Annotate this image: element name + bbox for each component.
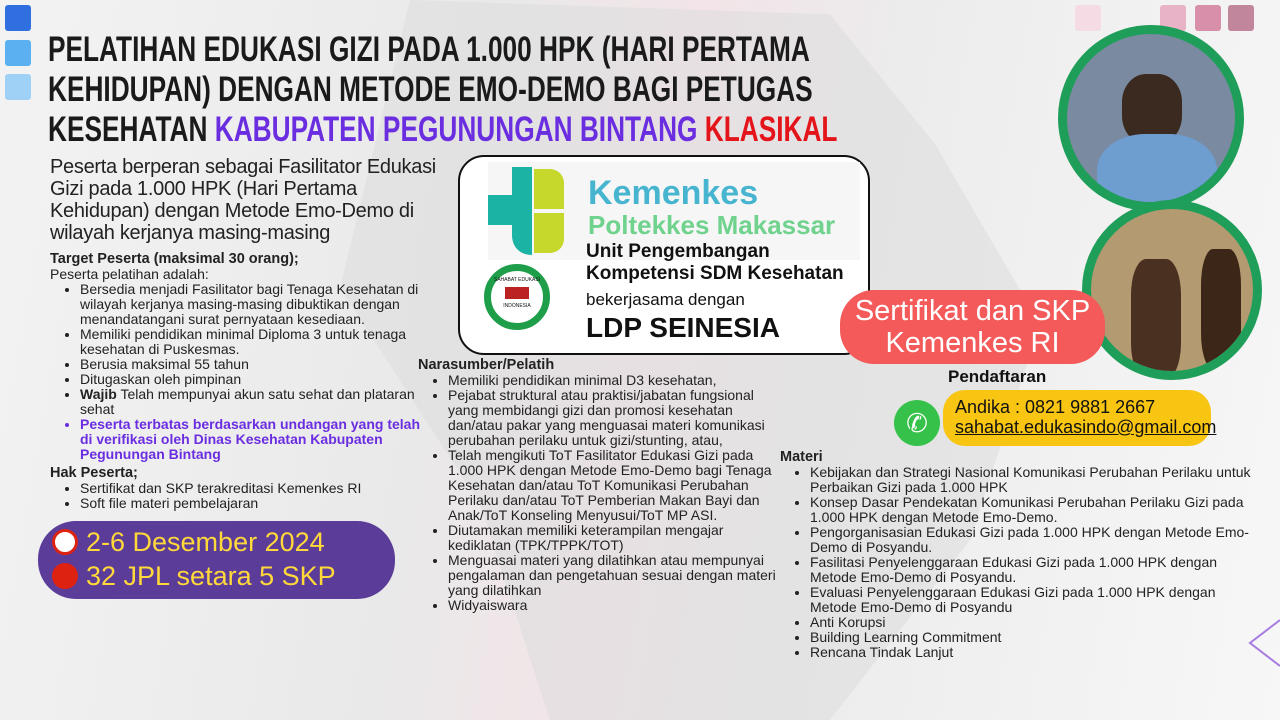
list-item: • Pejabat struktural atau praktisi/jabatan fungsional yang membidangi gizi dan promosi kesehatan dan/atau pakar yang menguasai materi komunikasi perubahan perilaku untuk gizi/stunting, atau, xyxy=(448,388,778,448)
decor-square xyxy=(1228,5,1254,31)
decor-square xyxy=(5,5,31,31)
health-worker-photo xyxy=(1058,25,1244,211)
certificate-badge xyxy=(840,290,1105,364)
list-item: • Building Learning Commitment xyxy=(810,630,1255,645)
materi-section xyxy=(780,450,1255,660)
contact-email[interactable]: sahabat.edukasindo@gmail.com xyxy=(955,417,1217,437)
decor-diamond xyxy=(1248,618,1280,668)
poltekkes-text: Poltekkes Makassar xyxy=(588,210,836,240)
list-item: • Berusia maksimal 55 tahun xyxy=(80,357,420,372)
ldp-text: LDP SEINESIA xyxy=(586,312,780,343)
alarm-clock-icon xyxy=(52,529,78,555)
partner-logo-box xyxy=(458,155,870,355)
page-title xyxy=(48,30,1038,150)
list-item: • Sertifikat dan SKP terakreditasi Kemenkes RI xyxy=(80,481,420,496)
cert-line: Kemenkes RI xyxy=(885,327,1060,359)
materi-heading: Materi xyxy=(780,449,823,465)
list-item: • Anti Korupsi xyxy=(810,615,1255,630)
left-column xyxy=(50,156,460,599)
title-line: KESEHATAN xyxy=(48,110,215,149)
title-line: PELATIHAN EDUKASI GIZI PADA 1.000 HPK (HARI PERTAMA xyxy=(48,30,810,69)
decor-square xyxy=(5,74,31,100)
seinesia-seal-logo xyxy=(484,264,550,330)
clock-icon xyxy=(52,563,78,589)
list-item: • Fasilitasi Penyelenggaraan Edukasi Gizi pada 1.000 HPK dengan Metode Emo-Demo di Posyandu. xyxy=(810,555,1255,585)
title-classical: KLASIKAL xyxy=(704,110,838,149)
list-item: • Konsep Dasar Pendekatan Komunikasi Perubahan Perilaku Gizi pada 1.000 HPK dengan Metode Emo-Demo. xyxy=(810,495,1255,525)
list-item: • Kebijakan dan Strategi Nasional Komunikasi Perubahan Perilaku untuk Perbaikan Gizi pada 1.000 HPK xyxy=(810,465,1255,495)
decor-square xyxy=(1075,5,1101,31)
list-item xyxy=(80,387,420,417)
narasumber-heading: Narasumber/Pelatih xyxy=(418,357,555,373)
list-item: • Menguasai materi yang dilatihkan atau mempunyai pengalaman dan pengetahuan sesuai dengan materi yang dilatihkan xyxy=(448,553,778,598)
wajib-label: Wajib xyxy=(80,386,117,402)
unit-text xyxy=(586,241,844,285)
unit-line: Kompetensi SDM Kesehatan xyxy=(586,263,844,284)
wajib-text: Telah mempunyai akun satu sehat dan plataran sehat xyxy=(80,386,415,417)
phone-icon: ✆ xyxy=(894,400,940,446)
intro-text: Peserta berperan sebagai Fasilitator Edukasi Gizi pada 1.000 HPK (Hari Pertama Kehidupan) dengan Metode Emo-Demo di wilayah kerjanya masing-masing xyxy=(50,156,436,244)
cert-line: Sertifikat dan SKP xyxy=(854,295,1091,327)
list-item: • Soft file materi pembelajaran xyxy=(80,496,420,511)
date-badge xyxy=(38,521,395,599)
decor-square xyxy=(1195,5,1221,31)
registration-heading: Pendaftaran xyxy=(948,367,1047,386)
list-item: • Pengorganisasian Edukasi Gizi pada 1.000 HPK dengan Metode Emo-Demo di Posyandu. xyxy=(810,525,1255,555)
kemenkes-logo-icon xyxy=(488,167,578,257)
papua-dancers-photo xyxy=(1082,200,1262,380)
list-item: • Memiliki pendidikan minimal D3 kesehatan, xyxy=(448,373,778,388)
kerjasama-text: bekerjasama dengan xyxy=(586,290,745,309)
jpl-text: 32 JPL setara 5 SKP xyxy=(86,561,336,591)
target-sub: Peserta pelatihan adalah: xyxy=(50,266,209,282)
list-item: • Telah mengikuti ToT Fasilitator Edukasi Gizi pada 1.000 HPK dengan Metode Emo-Demo bagi Tenaga Kesehatan dan/atau ToT Komunikasi Perubahan Perilaku dan/atau ToT Pemberian Makan Bayi dan Anak/ToT Konseling Menyusui/ToT MP ASI. xyxy=(448,448,778,523)
list-item: • Bersedia menjadi Fasilitator bagi Tenaga Kesehatan di wilayah kerjanya masing-masing dibuktikan dengan menandatangani surat pernyataan kesediaan. xyxy=(80,282,420,327)
kemenkes-text: Kemenkes xyxy=(588,174,759,212)
unit-line: Unit Pengembangan xyxy=(586,241,770,262)
hak-heading: Hak Peserta; xyxy=(50,465,138,481)
book-icon xyxy=(505,287,529,299)
list-item: • Evaluasi Penyelenggaraan Edukasi Gizi pada 1.000 HPK dengan Metode Emo-Demo di Posyandu xyxy=(810,585,1255,615)
decor-square xyxy=(5,40,31,66)
seal-text: SAHABAT EDUKASI xyxy=(493,277,541,283)
list-item: • Rencana Tindak Lanjut xyxy=(810,645,1255,660)
contact-box xyxy=(943,390,1217,446)
list-item: • Ditugaskan oleh pimpinan xyxy=(80,372,420,387)
narasumber-section xyxy=(418,358,778,613)
title-line: KEHIDUPAN) DENGAN METODE EMO-DEMO BAGI PETUGAS xyxy=(48,70,813,109)
seal-text: INDONESIA xyxy=(503,303,531,309)
list-item: • Diutamakan memiliki keterampilan mengajar kediklatan (TPK/TPPK/TOT) xyxy=(448,523,778,553)
list-item-highlight: • Peserta terbatas berdasarkan undangan yang telah di verifikasi oleh Dinas Kesehatan Kabupaten Pegunungan Bintang xyxy=(80,417,420,462)
title-region: KABUPATEN PEGUNUNGAN BINTANG xyxy=(214,110,705,149)
date-text: 2-6 Desember 2024 xyxy=(86,527,325,557)
target-heading: Target Peserta (maksimal 30 orang); xyxy=(50,251,299,267)
target-section xyxy=(50,252,420,511)
list-item: • Widyaiswara xyxy=(448,598,778,613)
list-item: • Memiliki pendidikan minimal Diploma 3 untuk tenaga kesehatan di Puskesmas. xyxy=(80,327,420,357)
contact-phone[interactable]: Andika : 0821 9881 2667 xyxy=(955,397,1156,417)
